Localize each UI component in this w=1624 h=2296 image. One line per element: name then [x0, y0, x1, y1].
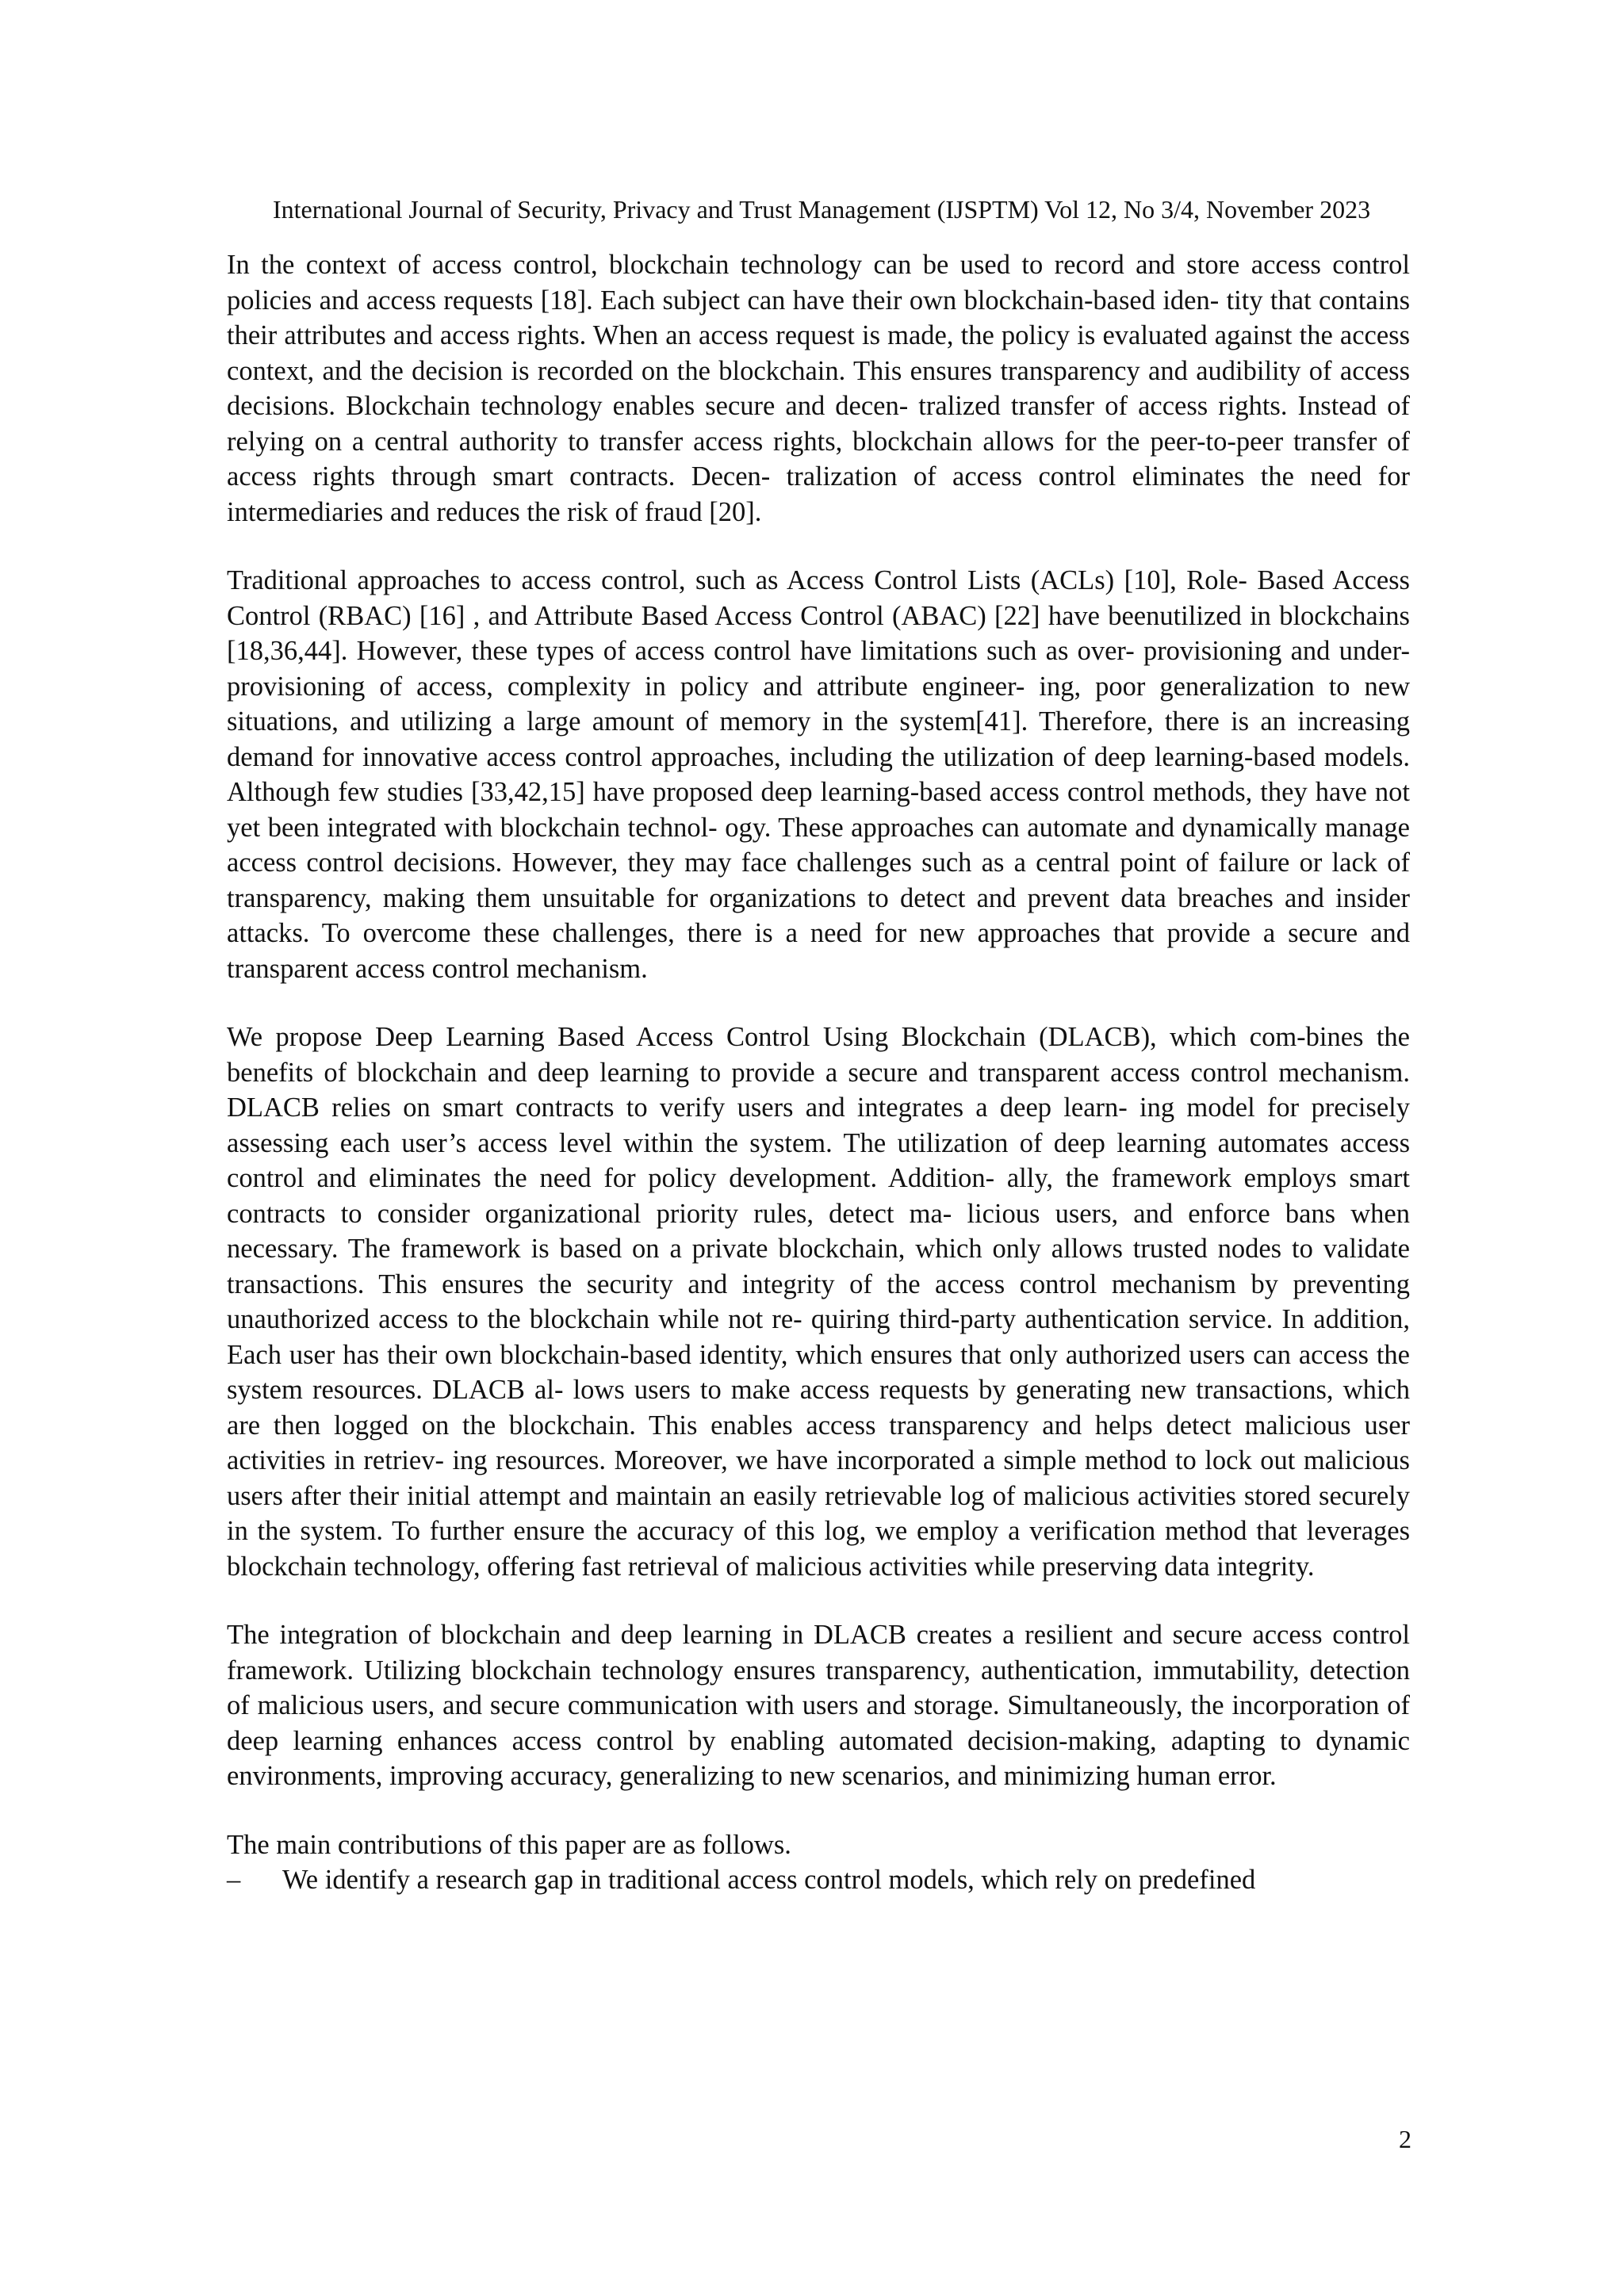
- paragraph-traditional-approaches: Traditional approaches to access control, such as Access Control Lists (ACLs) [10], Role- Based Access Control (RBAC) [16] , and Attribute Based Access Control (ABAC) [22] have beenutilized in blockchains [18,36,44]. However, these types of access control have limitations such as over- provisioning and under-provisioning of access, complexity in policy and attribute engineer- ing, poor generalization to new situations, and utilizing a large amount of memory in the system[41]. Therefore, there is an increasing demand for innovative access control approaches, including the utilization of deep learning-based models. Although few studies [33,42,15] have proposed deep learning-based access control methods, they have not yet been integrated with blockchain technol- ogy. These approaches can automate and dynamically manage access control decisions. However, they may face challenges such as a central point of failure or lack of transparency, making them unsuitable for organizations to detect and prevent data breaches and insider attacks. To overcome these challenges, there is a need for new approaches that provide a secure and transparent access control mechanism.: [227, 565, 1410, 984]
- paragraph-dlacb-proposal: We propose Deep Learning Based Access Control Using Blockchain (DLACB), which com-bines the benefits of blockchain and deep learning to provide a secure and transparent access control mechanism. DLACB relies on smart contracts to verify users and integrates a deep learn- ing model for precisely assessing each user’s access level within the system. The utilization of deep learning automates access control and eliminates the need for policy development. Addition- ally, the framework employs smart contracts to consider organizational priority rules, detect ma- licious users, and enforce bans when necessary. The framework is based on a private blockchain, which only allows trusted nodes to validate transactions. This ensures the security and integrity of the access control mechanism by preventing unauthorized access to the blockchain while not re- quiring third-party authentication service. In addition, Each user has their own blockchain-based identity, which ensures that only authorized users can access the system resources. DLACB al- lows users to make access requests by generating new transactions, which are then logged on the blockchain. This enables access transparency and helps detect malicious user activities in retriev- ing resources. Moreover, we have incorporated a simple method to lock out malicious users after their initial attempt and maintain an easily retrievable log of malicious activities stored securely in the system. To further ensure the accuracy of this log, we employ a verification method that leverages blockchain technology, offering fast retrieval of malicious activities while preserving data integrity.: [227, 1022, 1410, 1582]
- running-header: International Journal of Security, Privacy and Trust Management (IJSPTM) Vol 12, No 3/4, November 2023: [272, 195, 1371, 224]
- contribution-list-item: [227, 1862, 1410, 1898]
- page-number: 2: [1399, 2125, 1411, 2153]
- paragraph-blockchain-access-control: In the context of access control, blockchain technology can be used to record and store access control policies and access requests [18]. Each subject can have their own blockchain-based iden- tity that contains their attributes and access rights. When an access request is made, the policy is evaluated against the access context, and the decision is recorded on the blockchain. This ensures transparency and audibility of access decisions. Blockchain technology enables secure and decen- tralized transfer of access rights. Instead of relying on a central authority to transfer access rights, blockchain allows for the peer-to-peer transfer of access rights through smart contracts. Decen- tralization of access control eliminates the need for intermediaries and reduces the risk of fraud [20].: [227, 250, 1410, 527]
- list-dash-bullet: –: [227, 1865, 241, 1895]
- body-text: [227, 247, 1410, 1898]
- contribution-text: We identify a research gap in traditional access control models, which rely on predefined: [282, 1865, 1256, 1895]
- paragraph-integration-benefits: The integration of blockchain and deep learning in DLACB creates a resilient and secure access control framework. Utilizing blockchain technology ensures transparency, authentication, immutability, detection of malicious users, and secure communication with users and storage. Simultaneously, the incorporation of deep learning enhances access control by enabling automated decision-making, adapting to dynamic environments, improving accuracy, generalizing to new scenarios, and minimizing human error.: [227, 1620, 1410, 1791]
- contributions-intro: The main contributions of this paper are as follows.: [227, 1829, 791, 1860]
